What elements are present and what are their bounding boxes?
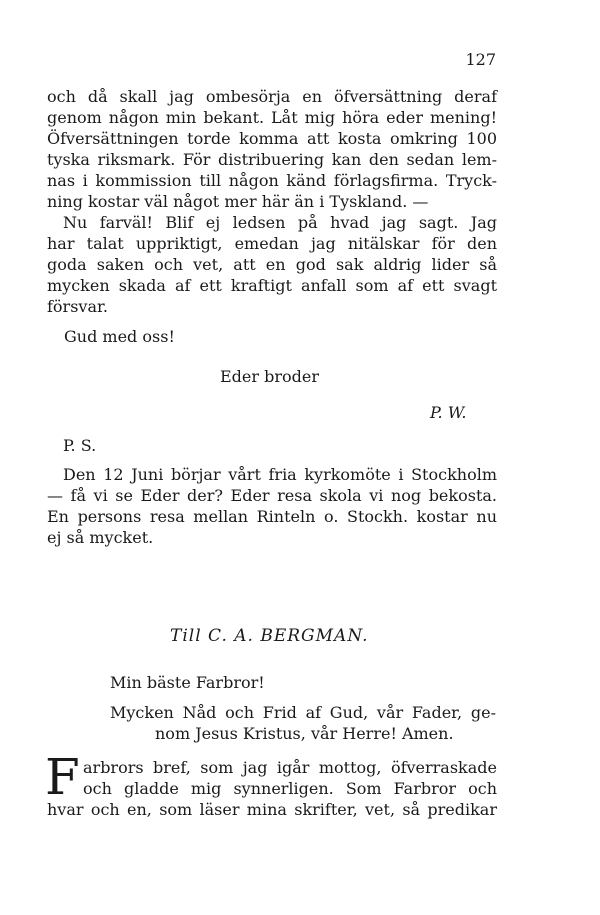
text-line: hvar och en, som läser mina skrifter, vet, så predikar	[47, 800, 497, 819]
text-line: En persons resa mellan Rinteln o. Stockh. kostar nu	[47, 507, 497, 526]
text-line: försvar.	[47, 297, 108, 316]
text-line: ej så mycket.	[47, 528, 154, 547]
letter-heading: Till C. A. BERGMAN.	[170, 626, 369, 646]
letter-paragraph-1	[47, 86, 497, 212]
postscript-label: P. S.	[63, 436, 97, 455]
letter-body	[45, 748, 497, 820]
text-line: tyska riksmark. För distribuering kan den sedan lem-	[47, 150, 497, 169]
text-line: och gladde mig synnerligen. Som Farbror och	[83, 779, 497, 798]
signature: P. W.	[430, 403, 467, 422]
text-line: mycken skada af ett kraftigt anfall som af ett svagt	[47, 276, 497, 295]
text-line: Nu farväl! Blif ej ledsen på hvad jag sagt. Jag	[63, 213, 497, 232]
drop-cap: F	[45, 748, 80, 806]
text-line: nas i kommission till någon känd förlagsfirma. Tryck-	[47, 171, 497, 190]
postscript-text	[47, 464, 497, 548]
text-line: — få vi se Eder der? Eder resa skola vi nog bekosta.	[47, 486, 497, 505]
text-line: Den 12 Juni börjar vårt fria kyrkomöte i Stockholm	[63, 465, 497, 484]
text-line: Mycken Nåd och Frid af Gud, vår Fader, ge-	[110, 703, 496, 722]
text-line: genom någon min bekant. Låt mig höra eder mening!	[47, 108, 497, 127]
text-line: har talat uppriktigt, emedan jag nitälskar för den	[47, 234, 497, 253]
text-line: ning kostar väl något mer här än i Tyskland. —	[47, 192, 429, 211]
blessing	[110, 702, 496, 744]
text-line: arbrors bref, som jag igår mottog, öfverraskade	[83, 758, 497, 777]
closing: Eder broder	[220, 367, 320, 386]
text-line: nom Jesus Kristus, vår Herre! Amen.	[155, 724, 454, 743]
text-line: och då skall jag ombesörja en öfversättning deraf	[47, 87, 497, 106]
salutation: Min bäste Farbror!	[110, 673, 265, 692]
letter-paragraph-2	[47, 212, 497, 317]
greeting: Gud med oss!	[64, 327, 175, 346]
page-number: 127	[465, 50, 496, 69]
text-line: goda saken och vet, att en god sak aldrig lider så	[47, 255, 497, 274]
text-line: Öfversättningen torde komma att kosta omkring 100	[47, 129, 497, 148]
